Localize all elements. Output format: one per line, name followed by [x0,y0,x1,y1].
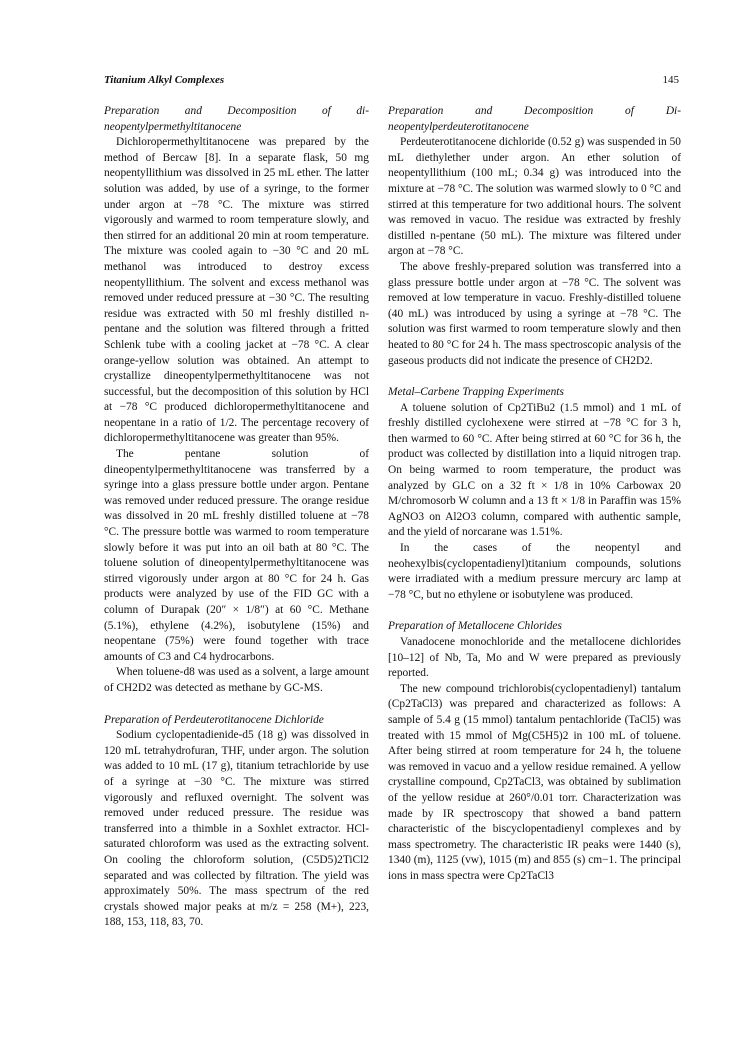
paragraph: The new compound trichlorobis(cyclopentadienyl) tantalum (Cp2TaCl3) was prepared and characterized as follows: A sample of 5.4 g (15 mmol) tantalum pentachloride (TaCl5) was treated with 15 mmol of Mg(C5H5)2 in 100 mL of toluene. After being stirred at room temperature for 24 h, the toluene was removed in vacuo and a yellow residue remained. A yellow crystalline compound, Cp2TaCl3, was obtained by sublimation of the yellow residue at 260°/0.01 torr. Characterization was made by IR spectroscopy that showed a band pattern characteristic of the biscyclopentadienyl complexes and by mass spectrometry. The characteristic IR peaks were 1440 (s), 1340 (m), 1125 (vw), 1015 (m) and 855 (s) cm−1. The principal ions in mass spectra were Cp2TaCl3 [388,682,681,882]
paragraph: When toluene-d8 was used as a solvent, a large amount of CH2D2 was detected as methane by GC-MS. [104,666,369,694]
paragraph: The above freshly-prepared solution was transferred into a glass pressure bottle under argon at −78 °C. The solvent was removed at low temperature in vacuo. Freshly-distilled toluene (40 mL) was introduced by using a syringe at −78 °C. The solution was first warmed to room temperature slowly and then heated to 80 °C for 24 h. The mass spectroscopic analysis of the gaseous products did not indicate the presence of CH2D2. [388,260,681,367]
section-dineopentyl-perdeutero [388,104,681,369]
section-heading: Preparation and Decomposition of Di-neopentylperdeuterotitanocene [388,105,681,133]
paragraph: A toluene solution of Cp2TiBu2 (1.5 mmol) and 1 mL of freshly distilled cyclohexene were stirred at −78 °C for 3 h, then warmed to 60 °C. After being stirred at 60 °C for 36 h, the product was collected by distillation into a liquid nitrogen trap. On being warmed to room temperature, the product was analyzed by GLC on a 32 ft × 1/8 in 10% Carbowax 20 M/chromosorb W column and a 13 ft × 1/8 in Paraffin was 15% AgNO3 on Al2O3 column, compared with authentic sample, and the yield of norcarane was 1.51%. [388,401,681,539]
section-heading: Metal–Carbene Trapping Experiments [388,386,564,399]
section-heading: Preparation of Metallocene Chlorides [388,620,562,633]
section-metallocene-chlorides [388,619,681,884]
paragraph: In the cases of the neopentyl and neohexylbis(cyclopentadienyl)titanium compounds, solutions were irradiated with a medium pressure mercury arc lamp at −78 °C, but no ethylene or isobutylene was produced. [388,542,681,601]
section-metal-carbene-trapping [388,385,681,603]
section-dineopentyl-permethyl [104,104,369,697]
page-number: 145 [662,74,679,86]
paragraph: Perdeuterotitanocene dichloride (0.52 g) was suspended in 50 mL diethylether under argon. An ether solution of neopentyllithium (100 mL; 0.34 g) was introduced into the mixture at −78 °C. The solution was warmed slowly to 0 °C and stirred at this temperature for two additional hours. The solvent was removed in vacuo. The residue was extracted by freshly distilled n-pentane (50 mL). The mixture was filtered under argon at −78 °C. [388,136,681,258]
section-perdeuterotitanocene-dichloride [104,713,369,931]
running-title: Titanium Alkyl Complexes [104,74,225,86]
section-heading: Preparation of Perdeuterotitanocene Dichloride [104,713,324,726]
paragraph: The pentane solution of dineopentylpermethyltitanocene was transferred by a syringe into a glass pressure bottle under argon. Pentane was removed under reduced pressure. The orange residue was dissolved in 20 mL freshly distilled toluene at −78 °C. The pressure bottle was warmed to room temperature slowly before it was put into an oil bath at 80 °C. The toluene solution of dineopentylpermethyltitanocene was stirred vigorously under argon at 80 °C for 24 h. Gas products were analyzed by use of the FID GC with a column of Durapak (20″ × 1/8″) at 60 °C. Methane (5.1%), ethylene (4.2%), isobutylene (15%) and neopentane (75%) were found together with trace amounts of C3 and C4 hydrocarbons. [104,448,369,663]
right-column [388,104,681,901]
paragraph: Vanadocene monochloride and the metallocene dichlorides [10–12] of Nb, Ta, Mo and W were prepared as previously reported. [388,636,681,680]
left-column [104,104,369,947]
section-heading: Preparation and Decomposition of di-neopentylpermethyltitanocene [104,105,369,133]
paragraph: Dichloropermethyltitanocene was prepared by the method of Bercaw [8]. In a separate flask, 50 mg neopentyllithium was dissolved in 25 mL ether. The latter solution was added, by use of a syringe, to the former under argon at −78 °C. The mixture was stirred vigorously and warmed to room temperature slowly, and then stirred for an additional 20 min at room temperature. The mixture was cooled again to −30 °C and 20 mL methanol was introduced to destroy excess neopentyllithium. The solvent and excess methanol was removed under reduced pressure at −30 °C. The resulting residue was extracted with 50 ml freshly distilled n-pentane and the solution was filtered through a fritted Schlenk tube with a cooling jacket at −78 °C. A clear orange-yellow solution was obtained. An attempt to crystallize dineopentylpermethyltitanocene was not successful, but the decomposition of this solution by HCl at −78 °C produced dichloropermethyltitanocene and neopentane in a ratio of 1/2. The percentage recovery of dichloropermethyltitanocene was greater than 95%. [104,136,369,445]
paragraph: Sodium cyclopentadienide-d5 (18 g) was dissolved in 120 mL tetrahydrofuran, THF, under argon. The solution was added to 10 mL (17 g), titanium tetrachloride by use of a syringe at −30 °C. The mixture was stirred vigorously and refluxed overnight. The solvent was removed under reduced pressure. The residue was transferred into a thimble in a Soxhlet extractor. HCl-saturated chloroform was used as the extracting solvent. On cooling the chloroform solution, (C5D5)2TiCl2 separated and was collected by filtration. The yield was approximately 50%. The mass spectrum of the red crystals showed major peaks at m/z = 258 (M+), 223, 188, 153, 118, 83, 70. [104,729,369,929]
